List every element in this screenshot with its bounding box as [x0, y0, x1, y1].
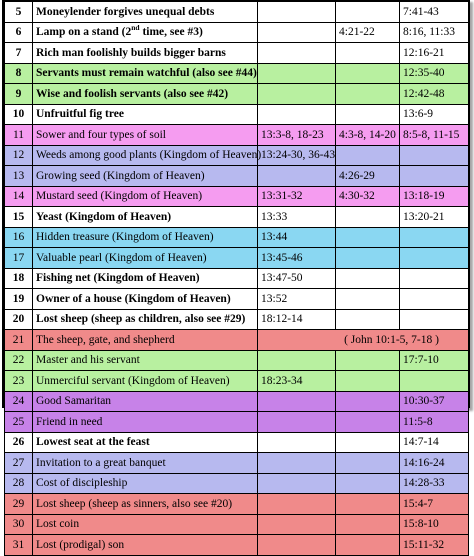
parable-number: 27	[5, 453, 33, 474]
luke-reference	[400, 145, 469, 166]
luke-reference	[400, 248, 469, 269]
parable-title: Friend in need	[33, 412, 258, 433]
table-row	[5, 391, 469, 412]
parable-number: 19	[5, 289, 33, 310]
parable-number: 12	[5, 145, 33, 166]
parable-title-text: Lamp on a stand (2	[36, 26, 132, 39]
parable-title: Mustard seed (Kingdom of Heaven)	[33, 186, 258, 207]
parable-title: Yeast (Kingdom of Heaven)	[33, 207, 258, 228]
table-row	[5, 412, 469, 433]
mark-reference	[336, 248, 400, 269]
parable-title: Fishing net (Kingdom of Heaven)	[33, 268, 258, 289]
parable-title: Weeds among good plants (Kingdom of Heaven)	[33, 145, 258, 166]
mark-reference: 4:21-22	[336, 22, 400, 43]
parable-title: Invitation to a great banquet	[33, 453, 258, 474]
table-row	[5, 2, 469, 23]
parable-number: 26	[5, 432, 33, 453]
table-row	[5, 125, 469, 146]
parable-number: 15	[5, 207, 33, 228]
matthew-reference: 13:45-46	[258, 248, 336, 269]
parable-number: 11	[5, 125, 33, 146]
parable-number: 31	[5, 535, 33, 556]
parables-table-frame	[2, 0, 470, 551]
parable-title: Unmerciful servant (Kingdom of Heaven)	[33, 371, 258, 392]
parable-title: Master and his servant	[33, 350, 258, 371]
luke-reference: 14:7-14	[400, 432, 469, 453]
table-row	[5, 145, 469, 166]
parable-title	[33, 22, 258, 43]
luke-reference: 13:18-19	[400, 186, 469, 207]
parable-number: 8	[5, 63, 33, 84]
luke-reference: 7:41-43	[400, 2, 469, 23]
matthew-reference: 13:44	[258, 227, 336, 248]
mark-reference	[336, 514, 400, 535]
matthew-reference	[258, 494, 336, 515]
luke-reference: 14:28-33	[400, 473, 469, 494]
parable-number: 10	[5, 104, 33, 125]
matthew-reference	[258, 43, 336, 64]
matthew-reference: 13:31-32	[258, 186, 336, 207]
mark-reference	[336, 494, 400, 515]
matthew-reference: 13:47-50	[258, 268, 336, 289]
parable-title: Lost coin	[33, 514, 258, 535]
mark-reference	[336, 453, 400, 474]
table-row	[5, 22, 469, 43]
mark-reference	[336, 63, 400, 84]
parable-number: 21	[5, 330, 33, 351]
table-row	[5, 371, 469, 392]
luke-reference: 15:4-7	[400, 494, 469, 515]
table-row	[5, 63, 469, 84]
luke-reference	[400, 309, 469, 330]
table-row	[5, 104, 469, 125]
matthew-reference: 18:12-14	[258, 309, 336, 330]
mark-reference	[336, 350, 400, 371]
mark-reference	[336, 227, 400, 248]
parable-title: Servants must remain watchful (also see #44)	[33, 63, 258, 84]
parable-title: Good Samaritan	[33, 391, 258, 412]
table-row	[5, 514, 469, 535]
table-row	[5, 453, 469, 474]
parable-title: Rich man foolishly builds bigger barns	[33, 43, 258, 64]
luke-reference	[400, 166, 469, 187]
mark-reference	[336, 371, 400, 392]
parable-title: Valuable pearl (Kingdom of Heaven)	[33, 248, 258, 269]
mark-reference	[336, 412, 400, 433]
table-row	[5, 309, 469, 330]
table-row	[5, 43, 469, 64]
mark-reference	[336, 473, 400, 494]
matthew-reference	[258, 2, 336, 23]
parable-title: Unfruitful fig tree	[33, 104, 258, 125]
mark-reference	[336, 104, 400, 125]
parable-title: Wise and foolish servants (also see #42)	[33, 84, 258, 105]
matthew-reference	[258, 104, 336, 125]
mark-reference	[336, 2, 400, 23]
mark-reference: 4:3-8, 14-20	[336, 125, 400, 146]
parable-number: 30	[5, 514, 33, 535]
parable-number: 28	[5, 473, 33, 494]
parable-number: 24	[5, 391, 33, 412]
parable-title: Lowest seat at the feast	[33, 432, 258, 453]
table-row	[5, 432, 469, 453]
matthew-reference: 18:23-34	[258, 371, 336, 392]
parable-title-superscript: nd	[131, 23, 140, 33]
matthew-reference: 13:3-8, 18-23	[258, 125, 336, 146]
luke-reference	[400, 268, 469, 289]
parable-number: 22	[5, 350, 33, 371]
table-row	[5, 207, 469, 228]
parable-title-text: time, see #3)	[139, 26, 203, 39]
luke-reference: 10:30-37	[400, 391, 469, 412]
parable-number: 29	[5, 494, 33, 515]
parable-number: 6	[5, 22, 33, 43]
table-row	[5, 248, 469, 269]
luke-reference: 13:6-9	[400, 104, 469, 125]
table-row	[5, 350, 469, 371]
mark-reference	[336, 535, 400, 556]
matthew-reference	[258, 63, 336, 84]
table-row	[5, 473, 469, 494]
parable-number: 16	[5, 227, 33, 248]
luke-reference: 15:8-10	[400, 514, 469, 535]
table-row	[5, 268, 469, 289]
parable-number: 23	[5, 371, 33, 392]
mark-reference: 4:26-29	[336, 166, 400, 187]
matthew-reference	[258, 350, 336, 371]
matthew-reference	[258, 473, 336, 494]
table-row	[5, 227, 469, 248]
matthew-reference	[258, 84, 336, 105]
parable-number: 13	[5, 166, 33, 187]
parable-title: Owner of a house (Kingdom of Heaven)	[33, 289, 258, 310]
mark-reference	[336, 391, 400, 412]
parable-title: The sheep, gate, and shepherd	[33, 330, 258, 351]
luke-reference: 12:42-48	[400, 84, 469, 105]
table-row	[5, 289, 469, 310]
luke-reference	[400, 289, 469, 310]
luke-reference	[400, 371, 469, 392]
table-row	[5, 535, 469, 556]
parable-title: Sower and four types of soil	[33, 125, 258, 146]
matthew-reference	[258, 166, 336, 187]
mark-reference	[336, 207, 400, 228]
parable-number: 25	[5, 412, 33, 433]
matthew-reference	[258, 391, 336, 412]
parable-number: 7	[5, 43, 33, 64]
matthew-reference: 13:52	[258, 289, 336, 310]
table-row	[5, 330, 469, 351]
matthew-reference: 13:33	[258, 207, 336, 228]
table-row	[5, 84, 469, 105]
parable-title: Moneylender forgives unequal debts	[33, 2, 258, 23]
luke-reference: 8:5-8, 11-15	[400, 125, 469, 146]
table-row	[5, 166, 469, 187]
parable-number: 9	[5, 84, 33, 105]
john-reference: ( John 10:1-5, 7-18 )	[258, 330, 469, 351]
parable-number: 20	[5, 309, 33, 330]
parable-number: 17	[5, 248, 33, 269]
matthew-reference	[258, 22, 336, 43]
luke-reference: 12:35-40	[400, 63, 469, 84]
matthew-reference	[258, 412, 336, 433]
matthew-reference	[258, 535, 336, 556]
mark-reference	[336, 432, 400, 453]
mark-reference	[336, 43, 400, 64]
parable-title: Cost of discipleship	[33, 473, 258, 494]
luke-reference	[400, 227, 469, 248]
parable-title: Hidden treasure (Kingdom of Heaven)	[33, 227, 258, 248]
parable-number: 5	[5, 2, 33, 23]
parable-title: Lost (prodigal) son	[33, 535, 258, 556]
luke-reference: 14:16-24	[400, 453, 469, 474]
luke-reference: 17:7-10	[400, 350, 469, 371]
luke-reference: 15:11-32	[400, 535, 469, 556]
luke-reference: 13:20-21	[400, 207, 469, 228]
mark-reference	[336, 268, 400, 289]
matthew-reference	[258, 432, 336, 453]
matthew-reference	[258, 514, 336, 535]
parable-number: 18	[5, 268, 33, 289]
parable-title: Lost sheep (sheep as children, also see #29)	[33, 309, 258, 330]
luke-reference: 11:5-8	[400, 412, 469, 433]
mark-reference	[336, 309, 400, 330]
parable-title: Lost sheep (sheep as sinners, also see #20)	[33, 494, 258, 515]
table-row	[5, 186, 469, 207]
parables-table-body	[5, 2, 469, 556]
mark-reference	[336, 145, 400, 166]
mark-reference: 4:30-32	[336, 186, 400, 207]
parables-table	[4, 1, 469, 556]
parable-title: Growing seed (Kingdom of Heaven)	[33, 166, 258, 187]
luke-reference: 8:16, 11:33	[400, 22, 469, 43]
mark-reference	[336, 289, 400, 310]
mark-reference	[336, 84, 400, 105]
table-row	[5, 494, 469, 515]
luke-reference: 12:16-21	[400, 43, 469, 64]
matthew-reference	[258, 453, 336, 474]
matthew-reference: 13:24-30, 36-43	[258, 145, 336, 166]
parable-number: 14	[5, 186, 33, 207]
